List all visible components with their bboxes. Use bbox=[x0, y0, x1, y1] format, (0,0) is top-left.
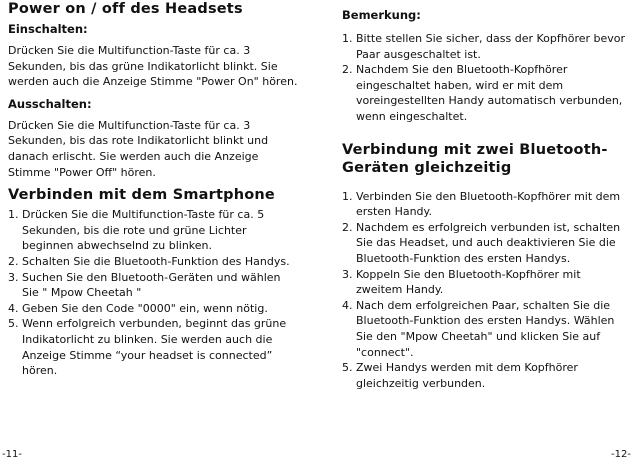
connect-step: 3. Suchen Sie den Bluetooth-Geräten und wählen Sie " Mpow Cheetah " bbox=[8, 270, 281, 300]
dual-section-title-line2: Geräten gleichzeitig bbox=[342, 159, 512, 176]
right-page bbox=[342, 0, 628, 391]
connect-section-title: Verbinden mit dem Smartphone bbox=[8, 187, 275, 204]
remark-item: 2. Nachdem Sie den Bluetooth-Kopfhörer eingeschaltet haben, wird er mit dem voreingestellten Handy automatisch verbunden, wenn eingeschaltet. bbox=[342, 63, 623, 123]
connect-step: 1. Drücken Sie die Multifunction-Taste für ca. 5 Sekunden, bis die rote und grüne Lichter beginnen abwechselnd zu blinken. bbox=[8, 208, 265, 253]
dual-step: 5. Zwei Handys werden mit dem Kopfhörer gleichzeitig verbunden. bbox=[342, 361, 578, 390]
power-on-heading: Einschalten: bbox=[8, 22, 88, 36]
left-page bbox=[8, 0, 300, 379]
dual-steps-list bbox=[342, 189, 628, 392]
remark-list bbox=[342, 31, 628, 125]
connect-step: 2. Schalten Sie die Bluetooth-Funktion des Handys. bbox=[8, 254, 290, 268]
dual-step: 1. Verbinden Sie den Bluetooth-Kopfhörer mit dem ersten Handy. bbox=[342, 189, 621, 219]
power-off-heading: Ausschalten: bbox=[8, 96, 92, 111]
connect-step: 5. Wenn erfolgreich verbunden, beginnt das grüne Indikatorlicht zu blinken. Sie werden auch die Anzeige Stimme “your headset is connected” hören. bbox=[8, 317, 287, 378]
remark-heading: Bemerkung: bbox=[342, 8, 421, 22]
power-on-text: Drücken Sie die Multifunction-Taste für ca. 3 Sekunden, bis das grüne Indikatorlicht blinkt. Sie werden auch die Anzeige Stimme "Power On" hören. bbox=[8, 44, 298, 89]
page-number-right: -12- bbox=[611, 449, 631, 460]
connect-steps-list bbox=[8, 207, 300, 379]
dual-step: 2. Nachdem es erfolgreich verbunden ist, schalten Sie das Headset, und auch deaktivieren Sie die Bluetooth-Funktion des ersten Handys. bbox=[342, 220, 621, 265]
remark-item: 1. Bitte stellen Sie sicher, dass der Kopfhörer bevor Paar ausgeschaltet ist. bbox=[342, 32, 626, 61]
page-number-left: -11- bbox=[2, 449, 22, 460]
dual-section-title-line1: Verbindung mit zwei Bluetooth- bbox=[342, 141, 608, 158]
power-off-text: Drücken Sie die Multifunction-Taste für ca. 3 Sekunden, bis das rote Indikatorlicht blinkt und danach erlischt. Sie werden auch die Anzeige Stimme "Power Off" hören. bbox=[8, 118, 269, 179]
connect-step: 4. Geben Sie den Code "0000" ein, wenn nötig. bbox=[8, 301, 268, 315]
power-section-title: Power on / off des Headsets bbox=[8, 1, 243, 17]
dual-step: 3. Koppeln Sie den Bluetooth-Kopfhörer mit zweitem Handy. bbox=[342, 267, 581, 297]
dual-step: 4. Nach dem erfolgreichen Paar, schalten Sie die Bluetooth-Funktion des ersten Handys. Wählen Sie den "Mpow Cheetah" und klicken Sie auf "connect". bbox=[342, 298, 615, 359]
